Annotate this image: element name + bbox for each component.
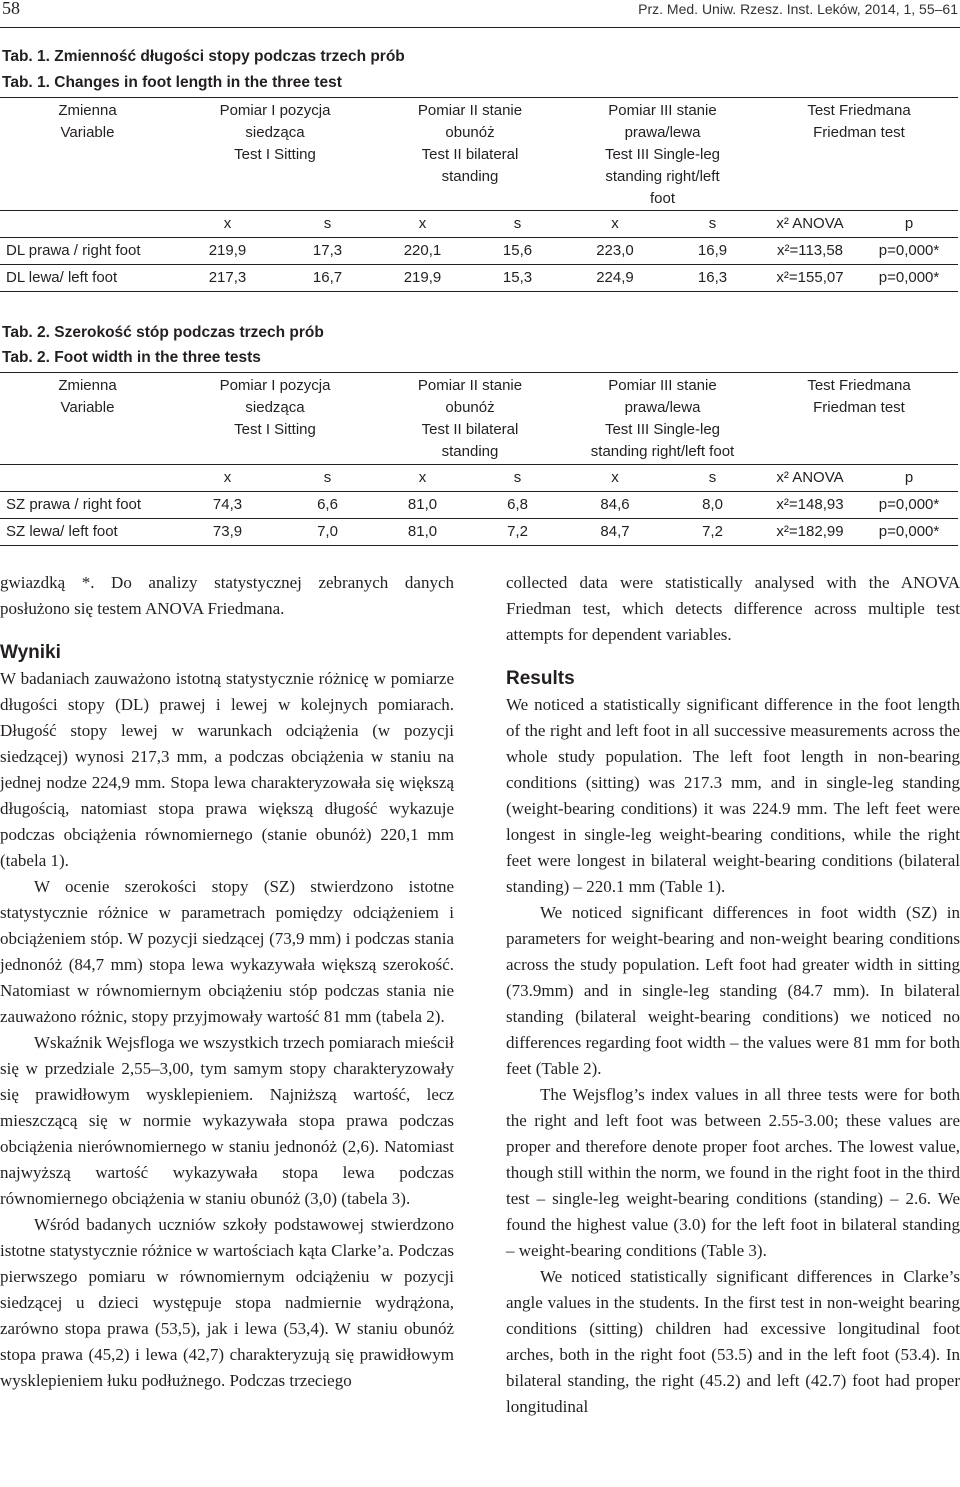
table-cell: p=0,000* bbox=[860, 519, 958, 546]
table-row bbox=[0, 265, 958, 292]
body-paragraph: W badaniach zauważono istotną statystycznie różnicę w pomiarze długości stopy (DL) prawej i lewej w kolejnych pomiarach. Długość stopy lewej w warunkach odciążenia (w pozycji siedzącej) wynosi 217,3 mm, a podczas obciążenia w staniu na jednej nodze 224,9 mm. Stopa lewa charakteryzowała się większą długością, natomiast stopa prawa większą długość wykazuje podczas obciążenia równomiernego (stanie obunóż) 220,1 mm (tabela 1). bbox=[0, 669, 454, 870]
table-cell: 84,6 bbox=[565, 492, 665, 519]
table-cell: 73,9 bbox=[175, 519, 280, 546]
table-cell: x²=148,93 bbox=[760, 492, 860, 519]
table2 bbox=[0, 372, 958, 546]
page-number: 58 bbox=[2, 0, 20, 18]
table-row bbox=[0, 492, 958, 519]
table1-subheader: s bbox=[470, 211, 565, 238]
table-cell: 16,3 bbox=[665, 265, 760, 292]
table1-caption-pl: Tab. 1. Zmienność długości stopy podczas trzech prób bbox=[2, 48, 405, 65]
body-paragraph: We noticed a statistically significant difference in the foot length of the right and left foot in all successive measurements across the whole study population. The left foot length in non-bearing conditions (sitting) was 217.3 mm, and in single-leg standing (weight-bearing conditions) it was 224.9 mm. The left feet were longest in single-leg weight-bearing conditions, while the right feet were longest in bilateral weight-bearing conditions (bilateral standing) – 220.1 mm (Table 1). bbox=[506, 695, 960, 896]
table-cell: 7,2 bbox=[470, 519, 565, 546]
table-cell: 8,0 bbox=[665, 492, 760, 519]
table2-subheader: x bbox=[375, 465, 470, 492]
table1-header-test2: Pomiar II stanie obunóż Test II bilateral standing bbox=[417, 102, 523, 185]
table-cell: 16,7 bbox=[280, 265, 375, 292]
page-header bbox=[0, 0, 960, 26]
table2-header-friedman: Test Friedmana Friedman test bbox=[807, 377, 911, 416]
table2-header-variable: Zmienna Variable bbox=[58, 377, 117, 416]
table1-subheader: x bbox=[375, 211, 470, 238]
table-cell: 16,9 bbox=[665, 238, 760, 265]
table-cell: 81,0 bbox=[375, 519, 470, 546]
section-heading: Results bbox=[506, 668, 575, 689]
table-cell: p=0,000* bbox=[860, 265, 958, 292]
table1-header-friedman: Test Friedmana Friedman test bbox=[807, 102, 911, 141]
table2-header-test3: Pomiar III stanie prawa/lewa Test III Single-leg standing right/left foot bbox=[590, 377, 735, 460]
table-cell: 219,9 bbox=[175, 238, 280, 265]
journal-reference: Prz. Med. Uniw. Rzesz. Inst. Leków, 2014, 1, 55–61 bbox=[638, 1, 958, 17]
table1-subheader: x bbox=[565, 211, 665, 238]
table1-header-row bbox=[0, 98, 958, 211]
table2-subheader: s bbox=[470, 465, 565, 492]
table-cell: 6,8 bbox=[470, 492, 565, 519]
table1-subheader-row bbox=[0, 211, 958, 238]
body-paragraph: W ocenie szerokości stopy (SZ) stwierdzono istotne statystycznie różnice w parametrach pomiędzy odciążeniem i obciążeniem stóp. W pozycji siedzącej (73,9 mm) i podczas stania jednonóż (84,7 mm) stopa lewa wykazywała większą szerokość. Natomiast w równomiernym obciążeniu stóp podczas stania nie zauważono różnic, stopy przyjmowały wartość 81 mm (tabela 2). bbox=[0, 877, 454, 1026]
table-cell: 7,2 bbox=[665, 519, 760, 546]
table-row bbox=[0, 238, 958, 265]
body-paragraph: gwiazdką *. Do analizy statystycznej zebranych danych posłużono się testem ANOVA Friedmana. bbox=[0, 573, 454, 618]
left-column bbox=[0, 570, 454, 1394]
table-cell: 15,3 bbox=[470, 265, 565, 292]
body-paragraph: Wskaźnik Wejsfloga we wszystkich trzech pomiarach mieścił się w przedziale 2,55–3,00, tym samym stopy charakteryzowały się prawidłowym wysklepieniem. Najniższą wartość, lecz mieszczącą się w normie wykazywała stopa prawa podczas obciążenia nierównomiernego w staniu jednonóż (2,6). Natomiast najwyższą wartość wykazywała stopa lewa podczas równomiernego obciążenia w staniu obunóż (3,0) (tabela 3). bbox=[0, 1033, 454, 1208]
table-cell: x²=155,07 bbox=[760, 265, 860, 292]
table2-subheader: s bbox=[665, 465, 760, 492]
table-cell: x²=113,58 bbox=[760, 238, 860, 265]
table1 bbox=[0, 97, 958, 292]
body-paragraph: collected data were statistically analysed with the ANOVA Friedman test, which detects difference across multiple test attempts for dependent variables. bbox=[506, 573, 960, 644]
table2-subheader: p bbox=[860, 465, 958, 492]
table-cell: 7,0 bbox=[280, 519, 375, 546]
table-cell: 223,0 bbox=[565, 238, 665, 265]
body-paragraph: We noticed significant differences in foot width (SZ) in parameters for weight-bearing and non-weight bearing conditions across the study population. Left foot had greater width in sitting (73.9mm) and in single-leg standing (84.7 mm). In bilateral standing (bilateral weight-bearing conditions) we noticed no differences regarding foot width – the values were 81 mm for both feet (Table 2). bbox=[506, 903, 960, 1078]
table-cell: 17,3 bbox=[280, 238, 375, 265]
table1-subheader: p bbox=[860, 211, 958, 238]
table1-header-test3: Pomiar III stanie prawa/lewa Test III Single-leg standing right/left foot bbox=[604, 102, 721, 207]
table2-caption-en: Tab. 2. Foot width in the three tests bbox=[2, 349, 261, 366]
table-cell: 6,6 bbox=[280, 492, 375, 519]
table2-header-test1: Pomiar I pozycja siedząca Test I Sitting bbox=[219, 377, 331, 438]
table-cell: 81,0 bbox=[375, 492, 470, 519]
table2-header-row bbox=[0, 373, 958, 465]
row-label: DL lewa/ left foot bbox=[0, 265, 175, 292]
table-cell: 217,3 bbox=[175, 265, 280, 292]
table-cell: p=0,000* bbox=[860, 492, 958, 519]
table1-subheader-empty bbox=[0, 211, 175, 238]
row-label: SZ lewa/ left foot bbox=[0, 519, 175, 546]
table2-header-test2: Pomiar II stanie obunóż Test II bilateral standing bbox=[417, 377, 523, 460]
table2-subheader-row bbox=[0, 465, 958, 492]
table1-caption-en: Tab. 1. Changes in foot length in the three test bbox=[2, 74, 342, 91]
table-row bbox=[0, 519, 958, 546]
right-column bbox=[506, 570, 960, 1420]
row-label: SZ prawa / right foot bbox=[0, 492, 175, 519]
table1-header-test1: Pomiar I pozycja siedząca Test I Sitting bbox=[219, 102, 331, 163]
table2-subheader: x bbox=[175, 465, 280, 492]
table1-subheader: s bbox=[280, 211, 375, 238]
header-rule bbox=[0, 27, 960, 28]
table2-subheader: x bbox=[565, 465, 665, 492]
table-cell: 74,3 bbox=[175, 492, 280, 519]
table2-subheader: x² ANOVA bbox=[760, 465, 860, 492]
table-cell: 15,6 bbox=[470, 238, 565, 265]
table-cell: 219,9 bbox=[375, 265, 470, 292]
table-cell: x²=182,99 bbox=[760, 519, 860, 546]
table-cell: p=0,000* bbox=[860, 238, 958, 265]
body-paragraph: We noticed statistically significant differences in Clarke’s angle values in the students. In the first test in non-weight bearing conditions (sitting) children had excessive longitudinal foot arches, both in the right foot (53.5) and in the left foot (53.4). In bilateral standing, the right (45.2) and left (42.7) foot had proper longitudinal bbox=[506, 1267, 960, 1416]
body-paragraph: The Wejsflog’s index values in all three tests were for both the right and left foot was between 2.55-3.00; these values are proper and therefore denote proper foot arches. The lowest value, though still within the norm, we found in the right foot in the third test – single-leg weight-bearing conditions (standing) – 2.6. We found the highest value (3.0) for the left foot in bilateral standing – weight-bearing conditions (Table 3). bbox=[506, 1085, 960, 1260]
body-paragraph: Wśród badanych uczniów szkoły podstawowej stwierdzono istotne statystycznie różnice w wartościach kąta Clarke’a. Podczas pierwszego pomiaru w równomiernym odciążeniu w pozycji siedzącej u dzieci występuje stopa nadmiernie wydrążona, zarówno stopa prawa (53,5), jak i lewa (53,4). W staniu obunóż stopa prawa (45,2) i lewa (42,7) charakteryzują się prawidłowym wysklepieniem łuku podłużnego. Podczas trzeciego bbox=[0, 1215, 454, 1390]
table-cell: 220,1 bbox=[375, 238, 470, 265]
table1-subheader: s bbox=[665, 211, 760, 238]
table-cell: 84,7 bbox=[565, 519, 665, 546]
table2-subheader-empty bbox=[0, 465, 175, 492]
table2-subheader: s bbox=[280, 465, 375, 492]
table-cell: 224,9 bbox=[565, 265, 665, 292]
table1-subheader: x² ANOVA bbox=[760, 211, 860, 238]
table2-caption-pl: Tab. 2. Szerokość stóp podczas trzech prób bbox=[2, 324, 324, 341]
row-label: DL prawa / right foot bbox=[0, 238, 175, 265]
table1-subheader: x bbox=[175, 211, 280, 238]
table1-header-variable: Zmienna Variable bbox=[58, 102, 117, 141]
section-heading: Wyniki bbox=[0, 642, 61, 663]
